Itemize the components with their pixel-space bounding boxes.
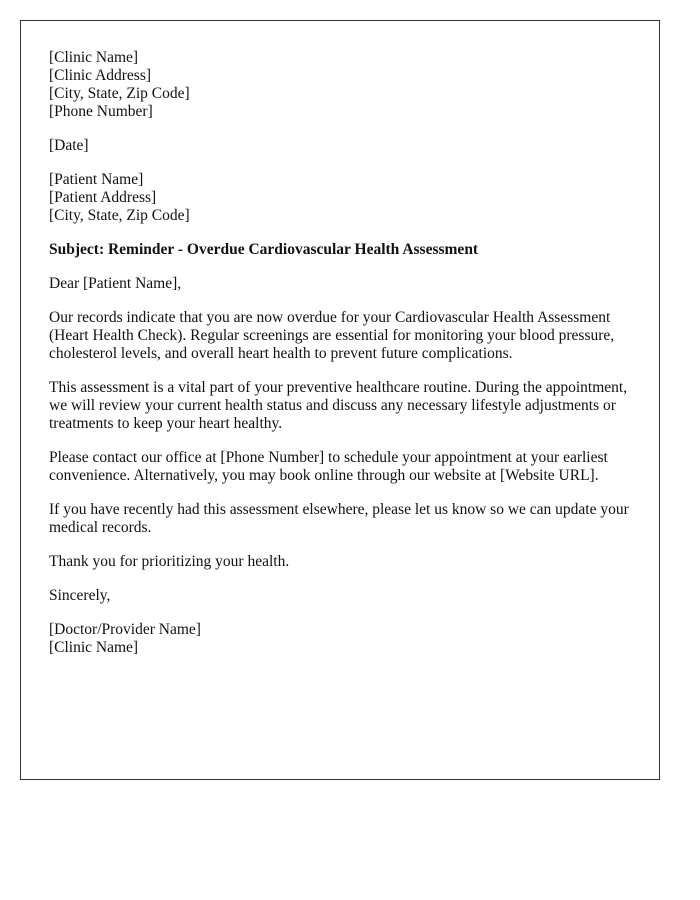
sender-address-block — [49, 49, 631, 121]
sender-clinic-address: [Clinic Address] — [49, 67, 152, 84]
signature-provider-name: [Doctor/Provider Name] — [49, 621, 201, 638]
salutation: Dear [Patient Name], — [49, 275, 182, 292]
sender-city-state-zip: [City, State, Zip Code] — [49, 85, 190, 102]
signature-block — [49, 621, 631, 657]
signature-clinic-name: [Clinic Name] — [49, 639, 139, 656]
date-block — [49, 137, 631, 155]
sender-phone: [Phone Number] — [49, 103, 153, 120]
recipient-address-block — [49, 171, 631, 225]
recipient-city-state-zip: [City, State, Zip Code] — [49, 207, 190, 224]
body-paragraph-records-update: If you have recently had this assessment elsewhere, please let us know so we can update your medical records. — [49, 501, 629, 536]
body-paragraph-thank-you: Thank you for prioritizing your health. — [49, 553, 290, 570]
sender-clinic-name: [Clinic Name] — [49, 49, 139, 66]
letter-page — [20, 20, 660, 780]
body-paragraph-contact-instructions: Please contact our office at [Phone Number] to schedule your appointment at your earliest convenience. Alternatively, you may book online through our website at [Website URL]. — [49, 449, 608, 484]
subject-line: Subject: Reminder - Overdue Cardiovascular Health Assessment — [49, 241, 479, 258]
closing: Sincerely, — [49, 587, 111, 604]
recipient-patient-name: [Patient Name] — [49, 171, 144, 188]
recipient-patient-address: [Patient Address] — [49, 189, 157, 206]
body-paragraph-assessment-importance: This assessment is a vital part of your preventive healthcare routine. During the appointment, we will review your current health status and discuss any necessary lifestyle adjustments or treatments to keep your heart healthy. — [49, 379, 628, 432]
body-paragraph-overdue-notice: Our records indicate that you are now overdue for your Cardiovascular Health Assessment (Heart Health Check). Regular screenings are essential for monitoring your blood pressure, cholesterol levels, and overall heart health to prevent future complications. — [49, 309, 615, 362]
letter-date: [Date] — [49, 137, 89, 154]
